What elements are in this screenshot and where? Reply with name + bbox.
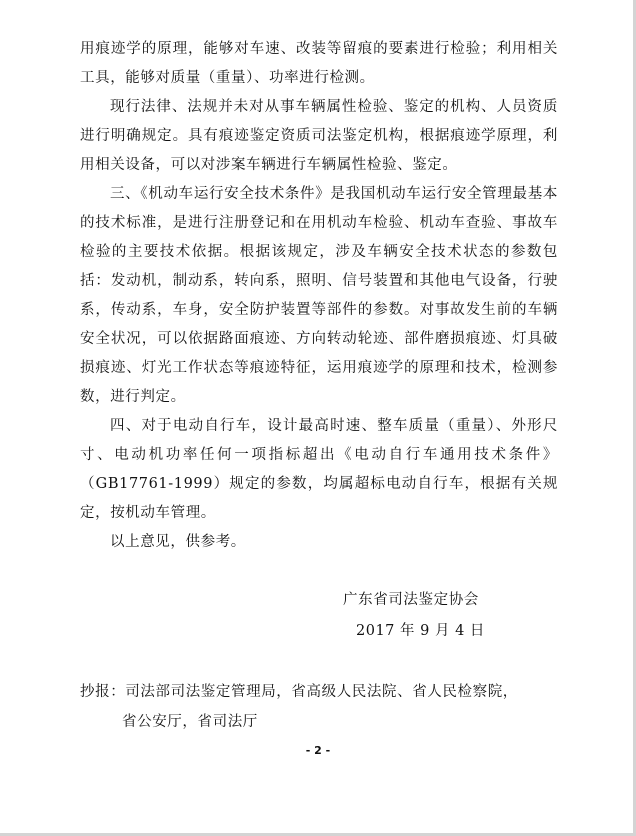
paragraph-1: 用痕迹学的原理，能够对车速、改装等留痕的要素进行检验；利用相关工具，能够对质量（重量）、功率进行检测。 xyxy=(80,41,558,86)
paragraph-4: 四、对于电动自行车，设计最高时速、整车质量（重量）、外形尺寸、电动机功率任何一项指标超出《电动自行车通用技术条件》（GB17761-1999）规定的参数，均属超标电动自行车，根据有关规定，按机动车管理。 xyxy=(80,418,558,521)
cc-line-1: 抄报：司法部司法鉴定管理局，省高级人民法院、省人民检察院， xyxy=(80,684,518,700)
signature-date: 2017 年 9 月 4 日 xyxy=(356,623,485,639)
page-number: - 2 - xyxy=(305,744,331,757)
cc-block xyxy=(80,677,560,737)
paragraph-3: 三、《机动车运行安全技术条件》是我国机动车运行安全管理最基本的技术标准，是进行注册登记和在用机动车检验、机动车查验、事故车检验的主要技术依据。根据该规定，涉及车辆安全技术状态的参数包括：发动机，制动系，转向系，照明、信号装置和其他电气设备，行驶系，传动系，车身，安全防护装置等部件的参数。对事故发生前的车辆安全状况，可以依据路面痕迹、方向转动轮迹、部件磨损痕迹、灯具破损痕迹、灯光工作状态等痕迹特征，运用痕迹学的原理和技术，检测参数，进行判定。 xyxy=(80,186,558,405)
cc-line-2: 省公安厅，省司法厅 xyxy=(122,714,258,730)
document-body xyxy=(80,35,558,557)
signature-organization: 广东省司法鉴定协会 xyxy=(343,592,479,608)
paragraph-5: 以上意见，供参考。 xyxy=(110,534,246,550)
paragraph-2: 现行法律、法规并未对从事车辆属性检验、鉴定的机构、人员资质进行明确规定。具有痕迹鉴定资质司法鉴定机构，根据痕迹学原理，利用相关设备，可以对涉案车辆进行车辆属性检验、鉴定。 xyxy=(80,99,558,173)
